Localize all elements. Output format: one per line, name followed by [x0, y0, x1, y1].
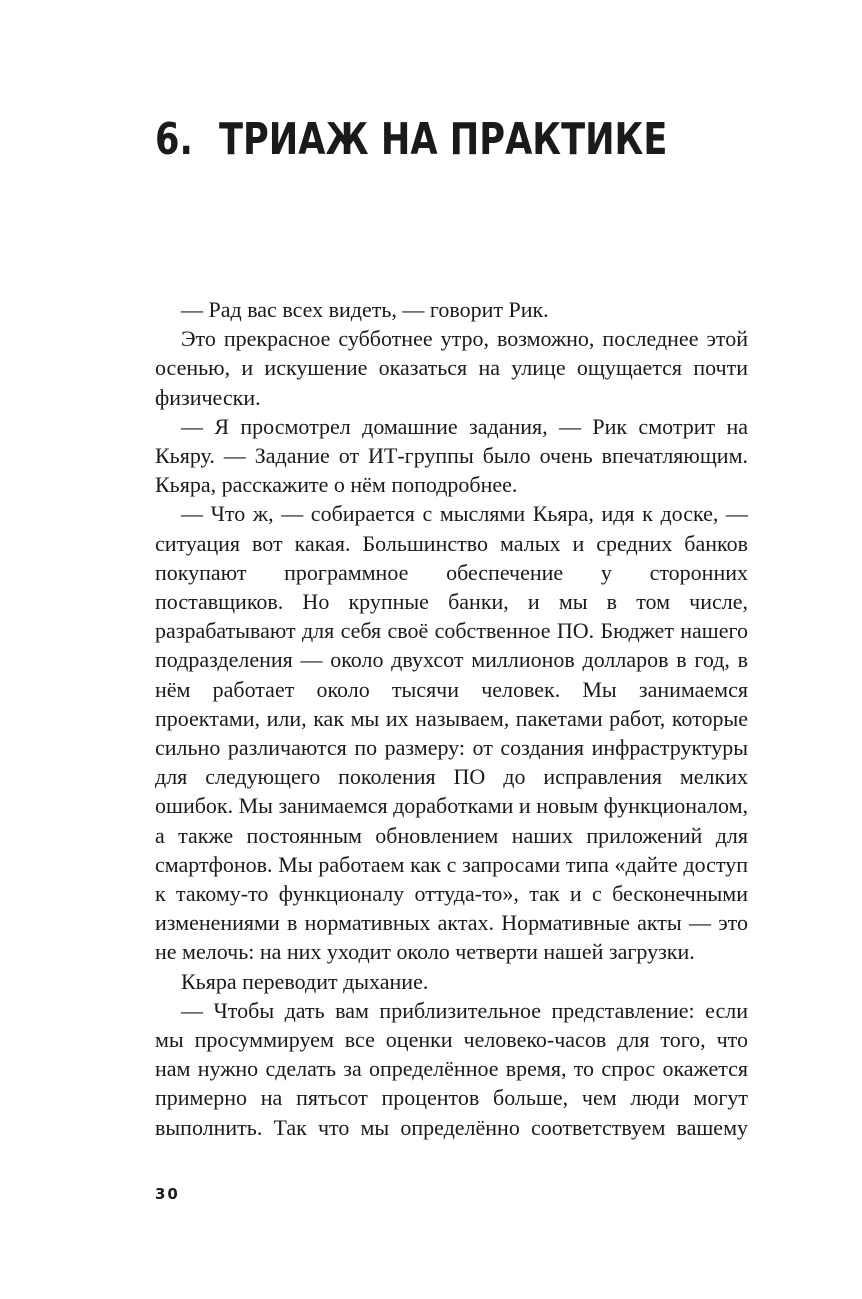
- paragraph: Это прекрасное субботнее утро, возможно, последнее этой осенью, и искушение оказаться на улице ощущается почти физически.: [155, 326, 748, 410]
- paragraph: — Что ж, — собирается с мыслями Кьяра, идя к доске, — ситуация вот какая. Большинство малых и средних банков покупают программное обеспечение у сторонних поставщиков. Но крупные банки, и мы в том числе, разрабатывают для себя своё собственное ПО. Бюджет нашего подразделения — около двухсот миллионов долларов в год, в нём работает около тысячи человек. Мы занимаемся проектами, или, как мы их называем, пакетами работ, которые сильно различаются по размеру: от создания инфраструктуры для следующего поколения ПО до исправления мелких ошибок. Мы занимаемся доработками и новым функционалом, а также постоянным обновлением наших приложений для смартфонов. Мы работаем как с запросами типа «дайте доступ к такому-то функционалу оттуда-то», так и с бесконечными изменениями в нормативных актах. Нормативные акты — это не мелочь: на них уходит около четверти нашей загрузки.: [155, 501, 748, 965]
- paragraph: — Я просмотрел домашние задания, — Рик смотрит на Кьяру. — Задание от ИТ-группы было очень впечатляющим. Кьяра, расскажите о нём поподробнее.: [155, 413, 748, 498]
- paragraph: — Чтобы дать вам приблизительное представление: если мы просуммируем все оценки человеко-часов для того, что нам нужно сделать за определённое время, то спрос окажется примерно на пятьсот процентов больше, чем люди могут выполнить. Так что мы определённо соответствуем вашему: [155, 997, 748, 1140]
- paragraph: — Рад вас всех видеть, — говорит Рик.: [181, 297, 549, 322]
- chapter-heading: [155, 112, 667, 168]
- paragraph: Кьяра переводит дыхание.: [181, 968, 429, 994]
- chapter-title: ТРИАЖ НА ПРАКТИКЕ: [219, 114, 668, 165]
- chapter-number: 6.: [155, 114, 193, 165]
- body-text: [155, 295, 748, 1142]
- page-number: 30: [155, 1185, 180, 1203]
